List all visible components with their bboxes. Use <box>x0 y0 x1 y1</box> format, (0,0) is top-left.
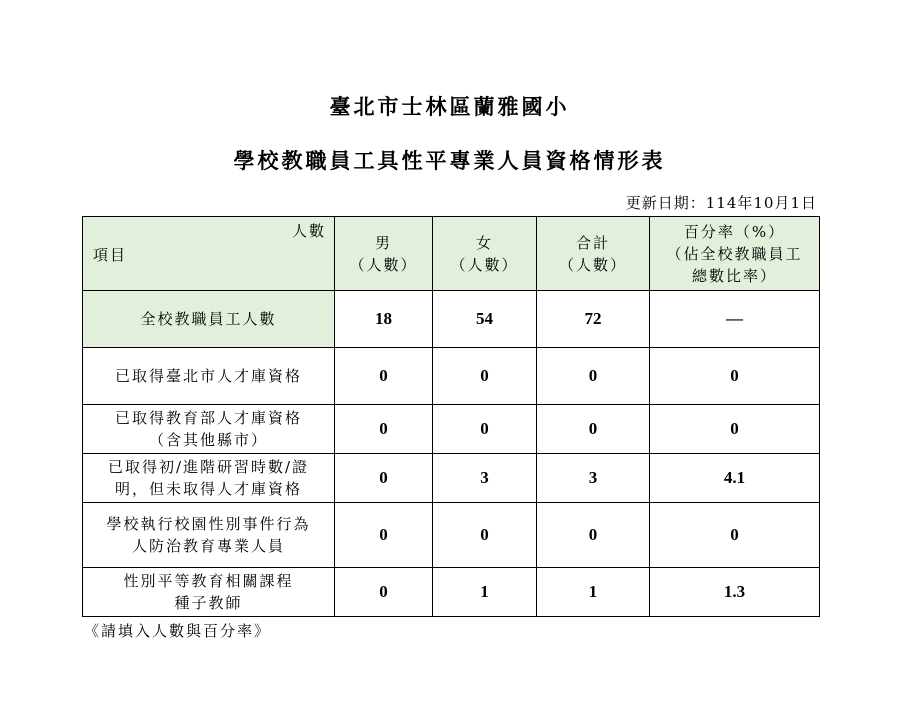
total-header: 合計 （人數） <box>537 217 650 291</box>
total-count: 72 <box>537 291 650 348</box>
percent-value: 4.1 <box>650 454 820 503</box>
update-date: 更新日期：114年10月1日 <box>625 194 817 212</box>
row-label: 已取得教育部人才庫資格 （含其他縣市） <box>83 405 335 454</box>
total-count: 0 <box>537 405 650 454</box>
footnote: 《請填入人數與百分率》 <box>84 622 272 640</box>
percent-header: 百分率（%） （佔全校教職員工 總數比率） <box>650 217 820 291</box>
total-count: 0 <box>537 348 650 405</box>
percent-value: — <box>650 291 820 348</box>
header-row <box>83 217 820 291</box>
female-count: 0 <box>433 503 537 568</box>
female-count: 0 <box>433 405 537 454</box>
male-count: 0 <box>335 348 433 405</box>
table-row <box>83 405 820 454</box>
male-count: 0 <box>335 568 433 617</box>
percent-value: 1.3 <box>650 568 820 617</box>
school-name-title: 臺北市士林區蘭雅國小 <box>329 94 570 119</box>
row-label: 學校執行校園性別事件行為 人防治教育專業人員 <box>83 503 335 568</box>
total-count: 1 <box>537 568 650 617</box>
male-count: 0 <box>335 503 433 568</box>
row-label: 已取得臺北市人才庫資格 <box>83 348 335 405</box>
total-count: 3 <box>537 454 650 503</box>
female-count: 1 <box>433 568 537 617</box>
row-label: 性別平等教育相關課程 種子教師 <box>83 568 335 617</box>
male-count: 0 <box>335 405 433 454</box>
percent-value: 0 <box>650 405 820 454</box>
corner-header <box>83 217 335 291</box>
qualification-table <box>82 216 820 617</box>
table-row <box>83 291 820 348</box>
male-count: 18 <box>335 291 433 348</box>
table-row <box>83 348 820 405</box>
total-count: 0 <box>537 503 650 568</box>
table-title: 學校教職員工具性平專業人員資格情形表 <box>233 148 666 173</box>
female-count: 54 <box>433 291 537 348</box>
percent-value: 0 <box>650 348 820 405</box>
table-row <box>83 454 820 503</box>
row-label: 全校教職員工人數 <box>83 291 335 348</box>
male-count: 0 <box>335 454 433 503</box>
row-label: 已取得初/進階研習時數/證 明，但未取得人才庫資格 <box>83 454 335 503</box>
corner-count-label: 人數 <box>291 222 326 240</box>
table-row <box>83 503 820 568</box>
corner-item-label: 項目 <box>93 246 128 264</box>
female-count: 0 <box>433 348 537 405</box>
female-header: 女 （人數） <box>433 217 537 291</box>
table-row <box>83 568 820 617</box>
female-count: 3 <box>433 454 537 503</box>
male-header: 男 （人數） <box>335 217 433 291</box>
percent-value: 0 <box>650 503 820 568</box>
